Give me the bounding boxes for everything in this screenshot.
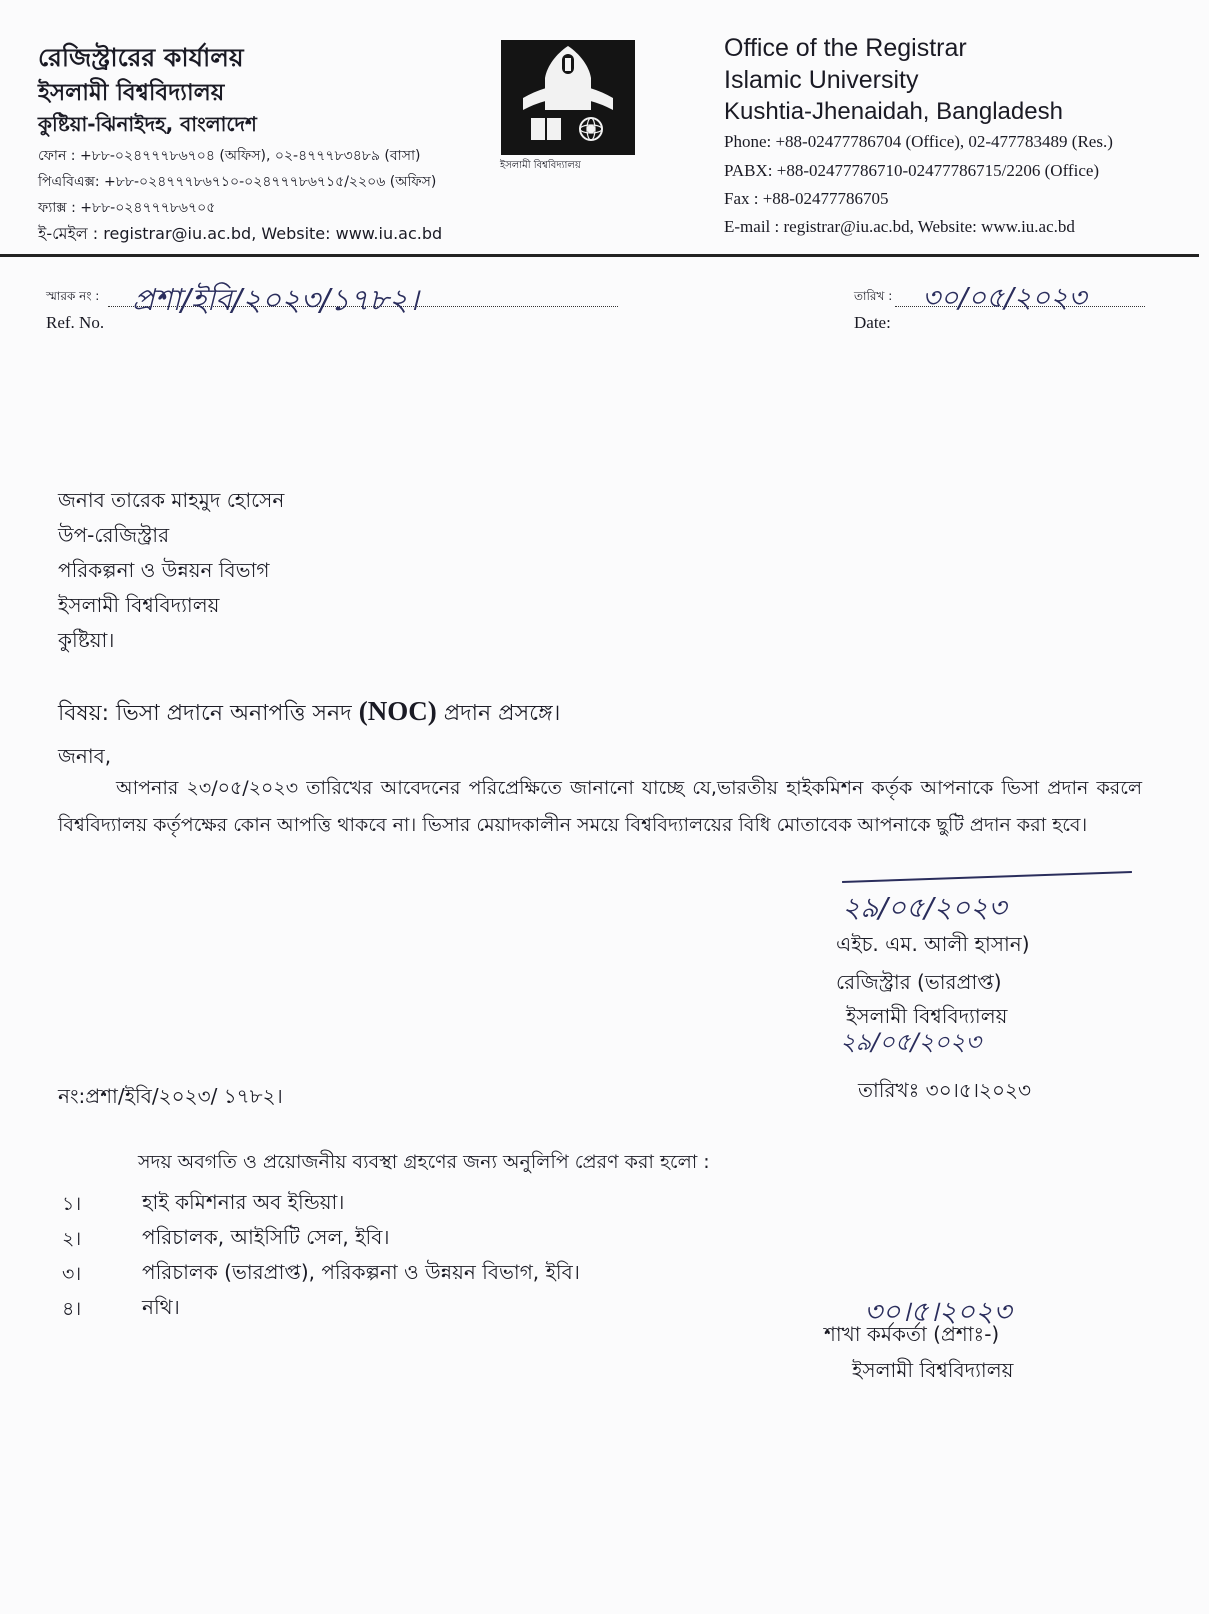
office-title-bn: রেজিস্ট্রারের কার্যালয়	[38, 43, 244, 72]
receipt-date: তারিখঃ ৩০।৫।২০২৩	[858, 1078, 1031, 1102]
city-en: Kushtia-Jhenaidah, Bangladesh	[724, 98, 1063, 125]
fax-bn: ফ্যাক্স : +৮৮-০২৪৭৭৭৮৬৭০৫	[38, 200, 216, 216]
section-officer-title: শাখা কর্মকর্তা (প্রশাঃ-)	[824, 1322, 1000, 1346]
university-logo	[501, 40, 635, 155]
section-officer-university: ইসলামী বিশ্ববিদ্যালয়	[852, 1358, 1014, 1382]
cc-number: ২।	[62, 1228, 82, 1250]
receipt-handwritten-date: ২৯/০৫/২০২৩	[840, 1028, 981, 1056]
cc-item: হাই কমিশনার অব ইন্ডিয়া।	[142, 1190, 345, 1214]
cc-item: পরিচালক, আইসিটি সেল, ইবি।	[142, 1225, 390, 1249]
addressee-city: কুষ্টিয়া।	[58, 628, 115, 652]
letter-body: আপনার ২৩/০৫/২০২৩ তারিখের আবেদনের পরিপ্রেক্ষিতে জানানো যাচ্ছে যে,ভারতীয় হাইকমিশন কর্তৃক আপনাকে ভিসা প্রদান করলে বিশ্ববিদ্যালয় কর্তৃপক্ষের কোন আপত্তি থাকবে না। ভিসার মেয়াদকালীন সময়ে বিশ্ববিদ্যালয়ের বিধি মোতাবেক আপনাকে ছুটি প্রদান করা হবে।	[58, 777, 1142, 836]
salutation: জনাব,	[58, 744, 112, 768]
logo-emblem-icon	[501, 40, 635, 155]
office-title-en: Office of the Registrar	[724, 34, 967, 62]
date-value: ৩০/০৫/২০২৩	[922, 281, 1087, 314]
cc-item: নথি।	[142, 1295, 180, 1319]
registrar-name: এইচ. এম. আলী হাসান)	[836, 932, 1030, 956]
fax-en: Fax : +88-02477786705	[724, 189, 889, 208]
subject-suffix: প্রদান প্রসঙ্গে।	[443, 701, 561, 726]
section-officer-signature: ৩০।৫।২০২৩	[864, 1295, 1012, 1328]
date-label-en: Date:	[854, 313, 891, 332]
header-divider	[0, 254, 1199, 257]
subject-prefix: বিষয়: ভিসা প্রদানে অনাপত্তি সনদ	[58, 701, 352, 726]
cc-number: ৩।	[62, 1263, 82, 1285]
phone-en: Phone: +88-02477786704 (Office), 02-477783489 (Res.)	[724, 132, 1113, 151]
city-bn: কুষ্টিয়া-ঝিনাইদহ, বাংলাদেশ	[38, 112, 257, 136]
cc-item: পরিচালক (ভারপ্রাপ্ত), পরিকল্পনা ও উন্নয়ন বিভাগ, ইবি।	[142, 1260, 580, 1284]
university-name-bn: ইসলামী বিশ্ববিদ্যালয়	[38, 80, 225, 106]
date-label-bn: তারিখ :	[854, 289, 893, 303]
registrar-title: রেজিস্ট্রার (ভারপ্রাপ্ত)	[836, 970, 1002, 994]
memo-ref-number: নং:প্রশা/ইবি/২০২৩/ ১৭৮২।	[58, 1084, 283, 1108]
pabx-bn: পিএবিএক্স: +৮৮-০২৪৭৭৭৮৬৭১০-০২৪৭৭৭৮৬৭১৫/২২০৬ (অফিস)	[38, 174, 437, 190]
addressee-designation: উপ-রেজিস্ট্রার	[58, 523, 170, 547]
addressee-department: পরিকল্পনা ও উন্নয়ন বিভাগ	[58, 558, 270, 582]
logo-caption: ইসলামী বিশ্ববিদ্যালয়	[500, 160, 581, 171]
phone-bn: ফোন : +৮৮-০২৪৭৭৭৮৬৭০৪ (অফিস), ০২-৪৭৭৭৮৩৪৮৯ (বাসা)	[38, 148, 421, 164]
email-bn: ই-মেইল : registrar@iu.ac.bd, Website: www.iu.ac.bd	[38, 224, 443, 243]
addressee-university: ইসলামী বিশ্ববিদ্যালয়	[58, 593, 220, 617]
ref-label-bn: স্মারক নং :	[46, 289, 100, 303]
subject-noc: (NOC)	[358, 696, 437, 726]
ref-label-en: Ref. No.	[46, 313, 105, 332]
cc-number: ১।	[62, 1193, 82, 1215]
email-en: E-mail : registrar@iu.ac.bd, Website: www.iu.ac.bd	[724, 217, 1075, 236]
registrar-university: ইসলামী বিশ্ববিদ্যালয়	[846, 1004, 1008, 1028]
registrar-signature: ২৯/০৫/২০২৩	[842, 891, 1007, 924]
pabx-en: PABX: +88-02477786710-02477786715/2206 (Office)	[724, 161, 1100, 180]
addressee-name: জনাব তারেক মাহমুদ হোসেন	[58, 488, 285, 512]
university-name-en: Islamic University	[724, 66, 919, 94]
ref-number: প্রশা/ইবি/২০২৩/১৭৮২।	[132, 283, 419, 318]
subject-line	[58, 696, 560, 733]
cc-intro: সদয় অবগতি ও প্রয়োজনীয় ব্যবস্থা গ্রহণের জন্য অনুলিপি প্রেরণ করা হলো :	[138, 1151, 710, 1173]
signature-stroke	[842, 871, 1132, 883]
cc-number: ৪।	[62, 1298, 82, 1320]
